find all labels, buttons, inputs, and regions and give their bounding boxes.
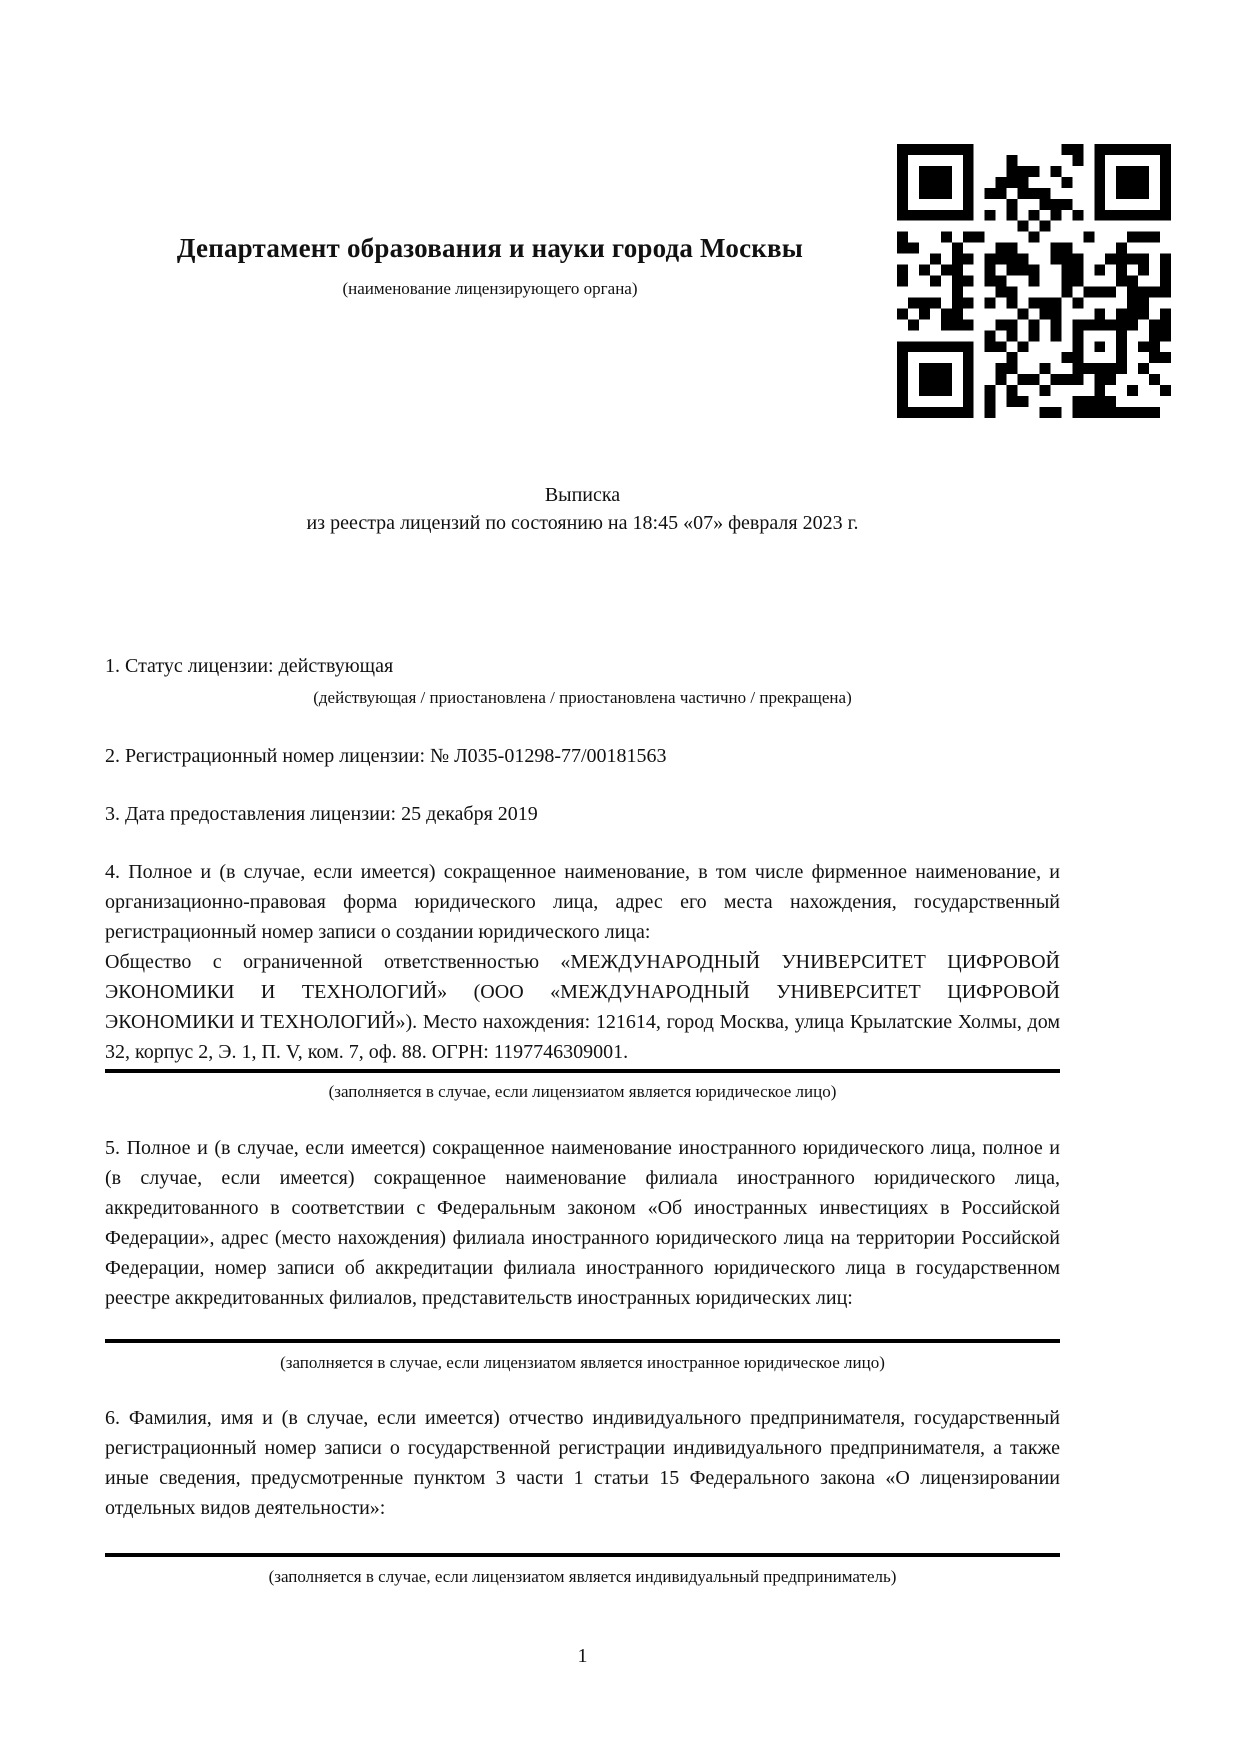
foreign-entity-section bbox=[105, 1133, 1060, 1313]
entrepreneur-prompt: 6. Фамилия, имя и (в случае, если имеется) отчество индивидуального предпринимателя, государственный регистрационный номер записи о государственной регистрации индивидуального предпринимателя, а также иные сведения, предусмотренные пунктом 3 части 1 статьи 15 Федерального закона «О лицензировании отдельных видов деятельности»: bbox=[105, 1407, 1060, 1519]
document-subtitle: из реестра лицензий по состоянию на 18:45 «07» февраля 2023 г. bbox=[306, 512, 859, 534]
entrepreneur-section bbox=[105, 1403, 1060, 1523]
document-heading bbox=[105, 481, 1060, 537]
foreign-entity-caption: (заполняется в случае, если лицензиатом является иностранное юридическое лицо) bbox=[280, 1353, 885, 1372]
grant-date-line: 3. Дата предоставления лицензии: 25 декабря 2019 bbox=[105, 803, 538, 825]
entrepreneur-underline bbox=[105, 1553, 1060, 1557]
license-status-line: 1. Статус лицензии: действующая bbox=[105, 655, 394, 677]
qr-code-icon bbox=[897, 144, 1171, 418]
issuer-caption: (наименование лицензирующего органа) bbox=[342, 279, 638, 298]
legal-entity-section bbox=[105, 857, 1060, 1067]
document-title: Выписка bbox=[544, 484, 621, 506]
foreign-entity-prompt: 5. Полное и (в случае, если имеется) сокращенное наименование иностранного юридического лица, полное и (в случае, если имеется) сокращенное наименование филиала иностранного юридического лица, аккредитованного в соответствии с Федеральным законом «Об иностранных инвестициях в Российской Федерации», адрес (место нахождения) филиала иностранного юридического лица на территории Российской Федерации, номер записи об аккредитации филиала иностранного юридического лица в государственном реестре аккредитованных филиалов, представительств иностранных юридических лиц: bbox=[105, 1137, 1060, 1309]
issuer-block bbox=[105, 226, 875, 299]
legal-entity-caption: (заполняется в случае, если лицензиатом является юридическое лицо) bbox=[328, 1082, 837, 1101]
license-status-caption: (действующая / приостановлена / приостановлена частично / прекращена) bbox=[313, 688, 852, 707]
issuer-name: Департамент образования и науки города Москвы bbox=[176, 233, 804, 263]
entrepreneur-caption: (заполняется в случае, если лицензиатом является индивидуальный предприниматель) bbox=[268, 1567, 897, 1586]
legal-entity-prompt: 4. Полное и (в случае, если имеется) сокращенное наименование, в том числе фирменное наименование, и организационно-правовая форма юридического лица, адрес его места нахождения, государственный регистрационный номер записи о создании юридического лица: bbox=[105, 861, 1060, 943]
legal-entity-value: Общество с ограниченной ответственностью «МЕЖДУНАРОДНЫЙ УНИВЕРСИТЕТ ЦИФРОВОЙ ЭКОНОМИКИ И ТЕХНОЛОГИЙ» (ООО «МЕЖДУНАРОДНЫЙ УНИВЕРСИТЕТ ЦИФРОВОЙ ЭКОНОМИКИ И ТЕХНОЛОГИЙ»). Место нахождения: 121614, город Москва, улица Крылатские Холмы, дом 32, корпус 2, Э. 1, П. V, ком. 7, оф. 88. ОГРН: 1197746309001. bbox=[105, 951, 1060, 1063]
page-number: 1 bbox=[577, 1645, 588, 1667]
registration-number-line: 2. Регистрационный номер лицензии: № Л035-01298-77/00181563 bbox=[105, 745, 667, 767]
foreign-entity-underline bbox=[105, 1339, 1060, 1343]
legal-entity-underline bbox=[105, 1069, 1060, 1073]
